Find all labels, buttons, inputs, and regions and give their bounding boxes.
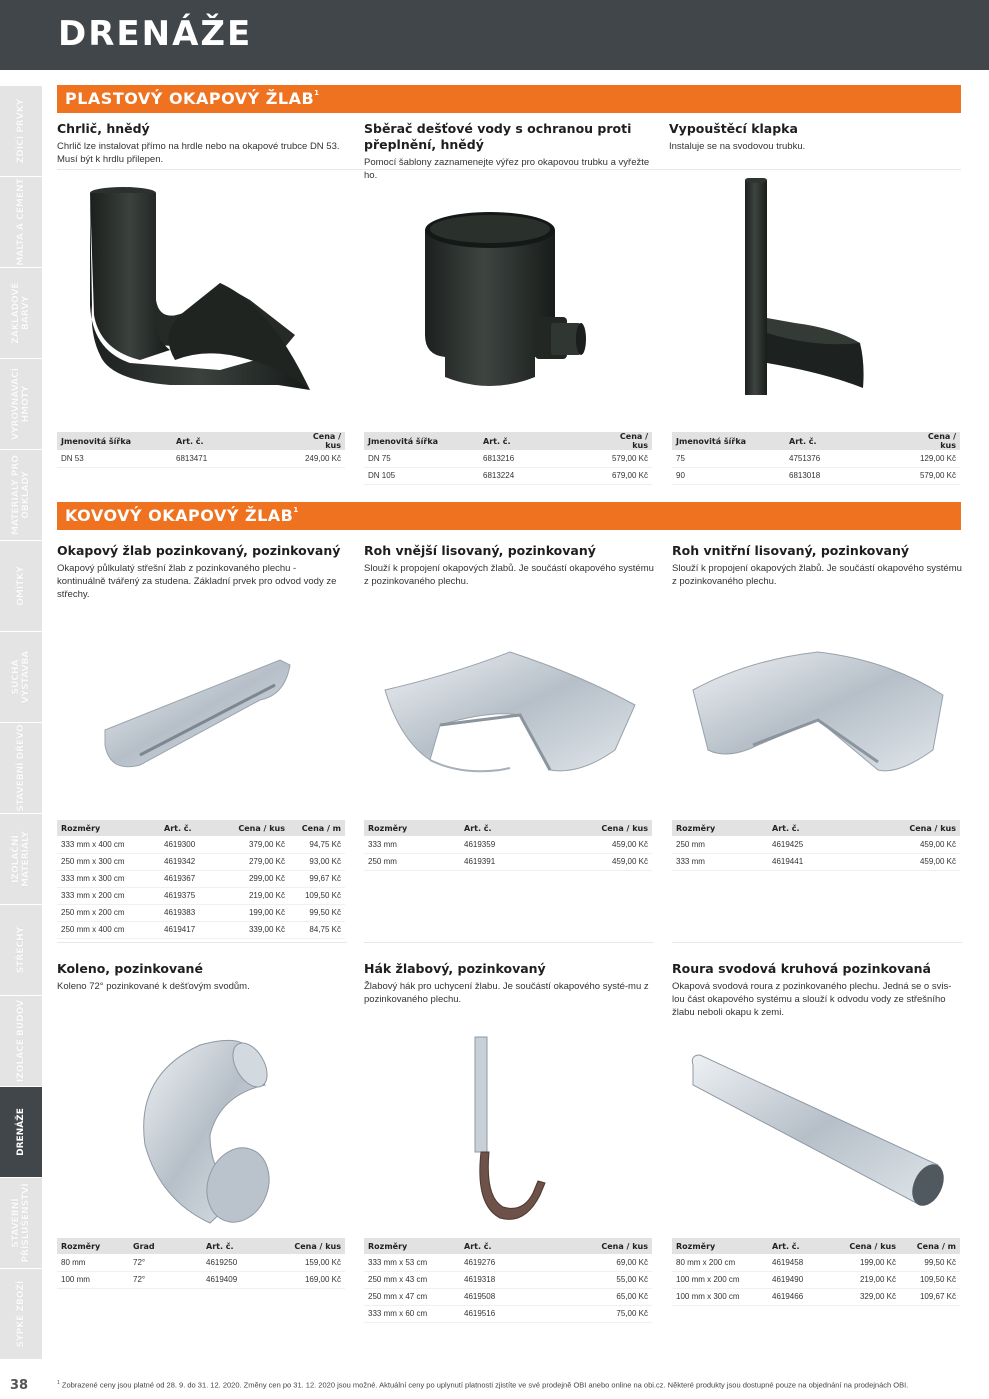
table-cell: 72°: [129, 1254, 202, 1271]
column-header: Cena / kus: [595, 1238, 652, 1254]
column-header: Cena / kus: [903, 820, 960, 836]
table-cell: 333 mm: [672, 853, 768, 870]
sidebar-tab[interactable]: [0, 1269, 42, 1360]
product-name: Vypouštěcí klapka: [669, 121, 798, 136]
product-description: Okapový půlkulatý střešní žlab z pozinkovaného plechu - kontinuálně tvářený za studena. Základní prvek pro odvod vody ze střechy.: [57, 563, 337, 600]
product-description: Chrlič lze instalovat přímo na hrdle nebo na okapové trubce DN 53. Musí být k hrdlu přilepen.: [57, 141, 340, 165]
table-cell: 333 mm x 400 cm: [57, 836, 160, 853]
product-elbow: [57, 961, 347, 993]
table-cell: 109,50 Kč: [900, 1271, 960, 1288]
sidebar-tab-label: SUCHÁ VÝSTAVBA: [11, 650, 31, 704]
product-description: Koleno 72° pozinkované k dešťovým svodům.: [57, 981, 250, 992]
sidebar-tab[interactable]: [0, 723, 42, 814]
table-cell: 75: [672, 450, 785, 467]
product-name: Roura svodová kruhová pozinkovaná: [672, 961, 931, 976]
table-header-row: [364, 432, 652, 450]
product-name: Chrlič, hnědý: [57, 121, 150, 136]
table-cell: 4619367: [160, 870, 232, 887]
table-row: [57, 853, 345, 870]
table-cell: 219,00 Kč: [232, 887, 289, 904]
table-header-row: [672, 432, 960, 450]
column-header: Cena / kus: [297, 432, 345, 450]
sidebar-tab[interactable]: [0, 1178, 42, 1269]
table-cell: 219,00 Kč: [840, 1271, 900, 1288]
table-row: [57, 921, 345, 938]
table-cell: 100 mm x 300 cm: [672, 1288, 768, 1305]
table-cell: 249,00 Kč: [297, 450, 345, 467]
table-cell: 4619318: [460, 1271, 595, 1288]
table-header-row: [57, 1238, 345, 1254]
table-cell: 299,00 Kč: [232, 870, 289, 887]
column-header: Cena / m: [900, 1238, 960, 1254]
product-outer-corner: [364, 543, 654, 588]
table-row: [672, 1288, 960, 1305]
table-cell: 84,75 Kč: [289, 921, 345, 938]
drain-flap-image: [735, 178, 875, 398]
category-sidebar: [0, 86, 42, 1360]
table-cell: 333 mm: [364, 836, 460, 853]
table-header-row: [364, 1238, 652, 1254]
sidebar-tab-label: MALTA A CEMENT: [16, 178, 26, 266]
elbow-image: [130, 1035, 280, 1225]
sidebar-tab-label: STŘECHY: [16, 926, 26, 974]
downpipe-image: [688, 1050, 948, 1210]
table-cell: 55,00 Kč: [595, 1271, 652, 1288]
table-cell: 4619300: [160, 836, 232, 853]
table-cell: 99,50 Kč: [289, 904, 345, 921]
column-header: Cena / kus: [910, 432, 960, 450]
table-row: [364, 1254, 652, 1271]
section-title-metal: KOVOVÝ OKAPOVÝ ŽLAB: [65, 506, 294, 525]
column-header: Rozměry: [57, 820, 160, 836]
column-header: Cena / kus: [232, 820, 289, 836]
product-name: Hák žlabový, pozinkovaný: [364, 961, 546, 976]
table-header-row: [672, 820, 960, 836]
table-cell: 333 mm x 53 cm: [364, 1254, 460, 1271]
column-header: Jmenovitá šířka: [57, 432, 172, 450]
product-description: Pomocí šablony zaznamenejte výřez pro okapovou trubku a vyřežte ho.: [364, 157, 650, 181]
table-cell: 109,50 Kč: [289, 887, 345, 904]
table-header-row: [57, 432, 345, 450]
table-cell: 129,00 Kč: [910, 450, 960, 467]
table-cell: 80 mm: [57, 1254, 129, 1271]
table-cell: 6813471: [172, 450, 297, 467]
table-cell: 65,00 Kč: [595, 1288, 652, 1305]
page-header: [0, 0, 989, 70]
column-header: Art. č.: [785, 432, 910, 450]
product-gutter: [57, 543, 347, 601]
table-cell: 100 mm x 200 cm: [672, 1271, 768, 1288]
product-description: Žlabový hák pro uchycení žlabu. Je součástí okapového systé-mu z pozinkovaného plechu.: [364, 981, 649, 1005]
product-name: Roh vnitřní lisovaný, pozinkovaný: [672, 543, 910, 558]
sidebar-tab[interactable]: [0, 905, 42, 996]
table-cell: 4751376: [785, 450, 910, 467]
sidebar-tab-label: ZÁKLADOVÉ BARVY: [11, 282, 31, 344]
divider: [57, 942, 347, 943]
column-header: Jmenovitá šířka: [364, 432, 479, 450]
table-cell: 6813018: [785, 467, 910, 484]
product-description: Slouží k propojení okapových žlabů. Je součástí okapového systému z pozinkovaného plechu.: [672, 563, 962, 587]
sidebar-tab[interactable]: [0, 632, 42, 723]
table-cell: 4619276: [460, 1254, 595, 1271]
spec-table: [672, 820, 960, 871]
table-row: [672, 836, 960, 853]
spec-table: [364, 432, 652, 485]
product-name: Koleno, pozinkované: [57, 961, 203, 976]
table-cell: 679,00 Kč: [604, 467, 652, 484]
table-cell: 69,00 Kč: [595, 1254, 652, 1271]
section-banner-plastic: PLASTOVÝ OKAPOVÝ ŽLAB$^1$: [57, 85, 961, 113]
table-cell: 4619508: [460, 1288, 595, 1305]
table-cell: 4619250: [202, 1254, 282, 1271]
table-cell: 4619383: [160, 904, 232, 921]
table-cell: 4619516: [460, 1305, 595, 1322]
column-header: Cena / m: [289, 820, 345, 836]
table-cell: 99,50 Kč: [900, 1254, 960, 1271]
spec-table: [364, 820, 652, 871]
table-cell: 379,00 Kč: [232, 836, 289, 853]
table-row: [672, 450, 960, 467]
footnote-text: Zobrazené ceny jsou platné od 28. 9. do 31. 12. 2020. Změny cen po 31. 12. 2020 jsou možné. Aktuální ceny po uplynutí platnosti zjistíte ve své prodejně OBI anebo online na obi.cz. Některé produkty jsou dostupné pouze na objednání na prodejnách OBI.: [61, 1380, 909, 1390]
table-cell: 4619425: [768, 836, 903, 853]
section-banner-metal: KOVOVÝ OKAPOVÝ ŽLAB$^1$: [57, 502, 961, 530]
column-header: Art. č.: [202, 1238, 282, 1254]
spec-table: [57, 432, 345, 468]
table-cell: 4619458: [768, 1254, 840, 1271]
sidebar-tab-label: IZOLACE BUDOV: [16, 999, 26, 1083]
table-cell: 109,67 Kč: [900, 1288, 960, 1305]
table-cell: 250 mm x 47 cm: [364, 1288, 460, 1305]
sidebar-tab[interactable]: [0, 996, 42, 1087]
table-cell: 329,00 Kč: [840, 1288, 900, 1305]
column-header: Cena / kus: [604, 432, 652, 450]
table-cell: 333 mm x 300 cm: [57, 870, 160, 887]
table-row: [57, 1254, 345, 1271]
spec-table: [672, 432, 960, 485]
table-cell: 579,00 Kč: [604, 450, 652, 467]
sidebar-tab[interactable]: [0, 268, 42, 359]
table-row: [364, 853, 652, 870]
product-downpipe: [672, 961, 962, 1019]
column-header: Art. č.: [768, 820, 903, 836]
product-hook: [364, 961, 654, 1006]
sidebar-tab-label: STAVEBNÍ DŘEVO: [16, 724, 26, 812]
product-description: Instaluje se na svodovou trubku.: [669, 141, 806, 152]
sidebar-tab-label: STAVEBNÍ PŘÍSLUŠENSTVÍ: [11, 1183, 31, 1263]
product-drain-flap: [669, 121, 959, 153]
product-inner-corner: [672, 543, 962, 588]
table-cell: 333 mm x 200 cm: [57, 887, 160, 904]
table-row: [57, 887, 345, 904]
gutter-image: [100, 655, 300, 775]
table-cell: 4619359: [460, 836, 595, 853]
sidebar-tab[interactable]: [0, 177, 42, 268]
section-title-plastic: PLASTOVÝ OKAPOVÝ ŽLAB: [65, 89, 315, 108]
column-header: Rozměry: [672, 1238, 768, 1254]
sidebar-tab-label: DRENÁŽE: [16, 1108, 26, 1156]
column-header: Art. č.: [172, 432, 297, 450]
spout-image: [80, 185, 320, 395]
column-header: Rozměry: [364, 1238, 460, 1254]
table-cell: 459,00 Kč: [595, 853, 652, 870]
table-row: [672, 853, 960, 870]
spec-table: [672, 1238, 960, 1306]
table-cell: 4619490: [768, 1271, 840, 1288]
product-name: Okapový žlab pozinkovaný, pozinkovaný: [57, 543, 341, 558]
spec-table: [57, 1238, 345, 1289]
table-cell: DN 105: [364, 467, 479, 484]
table-cell: 339,00 Kč: [232, 921, 289, 938]
table-cell: 4619375: [160, 887, 232, 904]
table-row: [57, 870, 345, 887]
table-row: [364, 1305, 652, 1322]
table-cell: 100 mm: [57, 1271, 129, 1288]
spec-table: [364, 1238, 652, 1323]
table-row: [364, 467, 652, 484]
column-header: Rozměry: [672, 820, 768, 836]
outer-corner-image: [380, 650, 640, 780]
column-header: Cena / kus: [595, 820, 652, 836]
sidebar-tab[interactable]: [0, 450, 42, 541]
table-row: [364, 836, 652, 853]
column-header: Art. č.: [460, 1238, 595, 1254]
sidebar-tab-label: SYPKÉ ZBOŽÍ: [16, 1280, 26, 1348]
column-header: Rozměry: [364, 820, 460, 836]
divider: [364, 942, 654, 943]
table-cell: 579,00 Kč: [910, 467, 960, 484]
table-row: [672, 467, 960, 484]
column-header: Art. č.: [160, 820, 232, 836]
table-cell: 199,00 Kč: [840, 1254, 900, 1271]
table-cell: 459,00 Kč: [903, 836, 960, 853]
product-spout: [57, 121, 347, 166]
column-header: Cena / kus: [282, 1238, 345, 1254]
column-header: Art. č.: [479, 432, 604, 450]
table-cell: 4619342: [160, 853, 232, 870]
column-header: Art. č.: [768, 1238, 840, 1254]
column-header: Rozměry: [57, 1238, 129, 1254]
sidebar-tab-label: OMÍTKY: [16, 566, 26, 606]
sidebar-tab-label: VYROVNÁVACÍ HMOTY: [11, 368, 31, 440]
table-cell: 6813216: [479, 450, 604, 467]
product-description: Okapová svodová roura z pozinkovaného plechu. Jedná se o svis-lou část okapového systému a slouží k odvodu vody ze střešního žlabu neboli okapu k zemi.: [672, 981, 952, 1018]
sidebar-tab-label: IZOLAČNÍ MATERIÁLY: [11, 831, 31, 887]
table-cell: 99,67 Kč: [289, 870, 345, 887]
sidebar-tab[interactable]: [0, 541, 42, 632]
column-header: Jmenovitá šířka: [672, 432, 785, 450]
table-cell: 4619417: [160, 921, 232, 938]
table-cell: 250 mm x 43 cm: [364, 1271, 460, 1288]
table-cell: 4619441: [768, 853, 903, 870]
table-row: [672, 1254, 960, 1271]
table-header-row: [672, 1238, 960, 1254]
table-cell: 169,00 Kč: [282, 1271, 345, 1288]
column-header: Cena / kus: [840, 1238, 900, 1254]
table-row: [364, 450, 652, 467]
table-cell: 459,00 Kč: [903, 853, 960, 870]
table-row: [57, 450, 345, 467]
table-cell: 459,00 Kč: [595, 836, 652, 853]
table-cell: 4619466: [768, 1288, 840, 1305]
divider: [672, 942, 962, 943]
table-row: [57, 1271, 345, 1288]
table-cell: 4619391: [460, 853, 595, 870]
table-row: [364, 1288, 652, 1305]
table-cell: 72°: [129, 1271, 202, 1288]
inner-corner-image: [688, 650, 948, 780]
sidebar-tab[interactable]: [0, 86, 42, 177]
table-cell: 279,00 Kč: [232, 853, 289, 870]
divider: [57, 169, 961, 170]
table-cell: 250 mm: [364, 853, 460, 870]
hook-image: [465, 1035, 555, 1230]
table-cell: 199,00 Kč: [232, 904, 289, 921]
table-cell: 6813224: [479, 467, 604, 484]
table-cell: DN 53: [57, 450, 172, 467]
table-cell: 250 mm: [672, 836, 768, 853]
table-header-row: [364, 820, 652, 836]
table-cell: 80 mm x 200 cm: [672, 1254, 768, 1271]
table-cell: 159,00 Kč: [282, 1254, 345, 1271]
sidebar-tab[interactable]: [0, 814, 42, 905]
table-cell: 90: [672, 467, 785, 484]
product-name: Sběrač dešťové vody s ochranou proti přeplnění, hnědý: [364, 121, 632, 152]
table-row: [672, 1271, 960, 1288]
product-description: Slouží k propojení okapových žlabů. Je součástí okapového systému z pozinkovaného plechu.: [364, 563, 654, 587]
table-cell: 250 mm x 400 cm: [57, 921, 160, 938]
column-header: Grad: [129, 1238, 202, 1254]
table-cell: 93,00 Kč: [289, 853, 345, 870]
table-cell: 94,75 Kč: [289, 836, 345, 853]
sidebar-tab[interactable]: [0, 1087, 42, 1178]
product-name: Roh vnější lisovaný, pozinkovaný: [364, 543, 596, 558]
product-rain-collector: [364, 121, 654, 182]
footnote: $^1$ Zobrazené ceny jsou platné od 28. 9. do 31. 12. 2020. Změny cen po 31. 12. 2020 jsou možné. Aktuální ceny po uplynutí platnosti zjistíte ve své prodejně OBI anebo online na obi.cz. Některé produkty jsou dostupné pouze na objednání na prodejnách OBI.: [57, 1380, 909, 1390]
sidebar-tab[interactable]: [0, 359, 42, 450]
page-number: 38: [10, 1378, 29, 1393]
sidebar-tab-label: MATERIÁLY PRO OBKLADY: [11, 455, 31, 535]
table-cell: 333 mm x 60 cm: [364, 1305, 460, 1322]
rain-collector-image: [415, 205, 595, 395]
sidebar-tab-label: ZDÍCÍ PRVKY: [16, 98, 26, 164]
table-cell: 250 mm x 200 cm: [57, 904, 160, 921]
table-row: [57, 904, 345, 921]
page-title: DRENÁŽE: [58, 14, 253, 54]
column-header: Art. č.: [460, 820, 595, 836]
table-cell: 4619409: [202, 1271, 282, 1288]
table-cell: 250 mm x 300 cm: [57, 853, 160, 870]
table-row: [57, 836, 345, 853]
table-row: [364, 1271, 652, 1288]
table-cell: 75,00 Kč: [595, 1305, 652, 1322]
spec-table: [57, 820, 345, 939]
table-header-row: [57, 820, 345, 836]
table-cell: DN 75: [364, 450, 479, 467]
